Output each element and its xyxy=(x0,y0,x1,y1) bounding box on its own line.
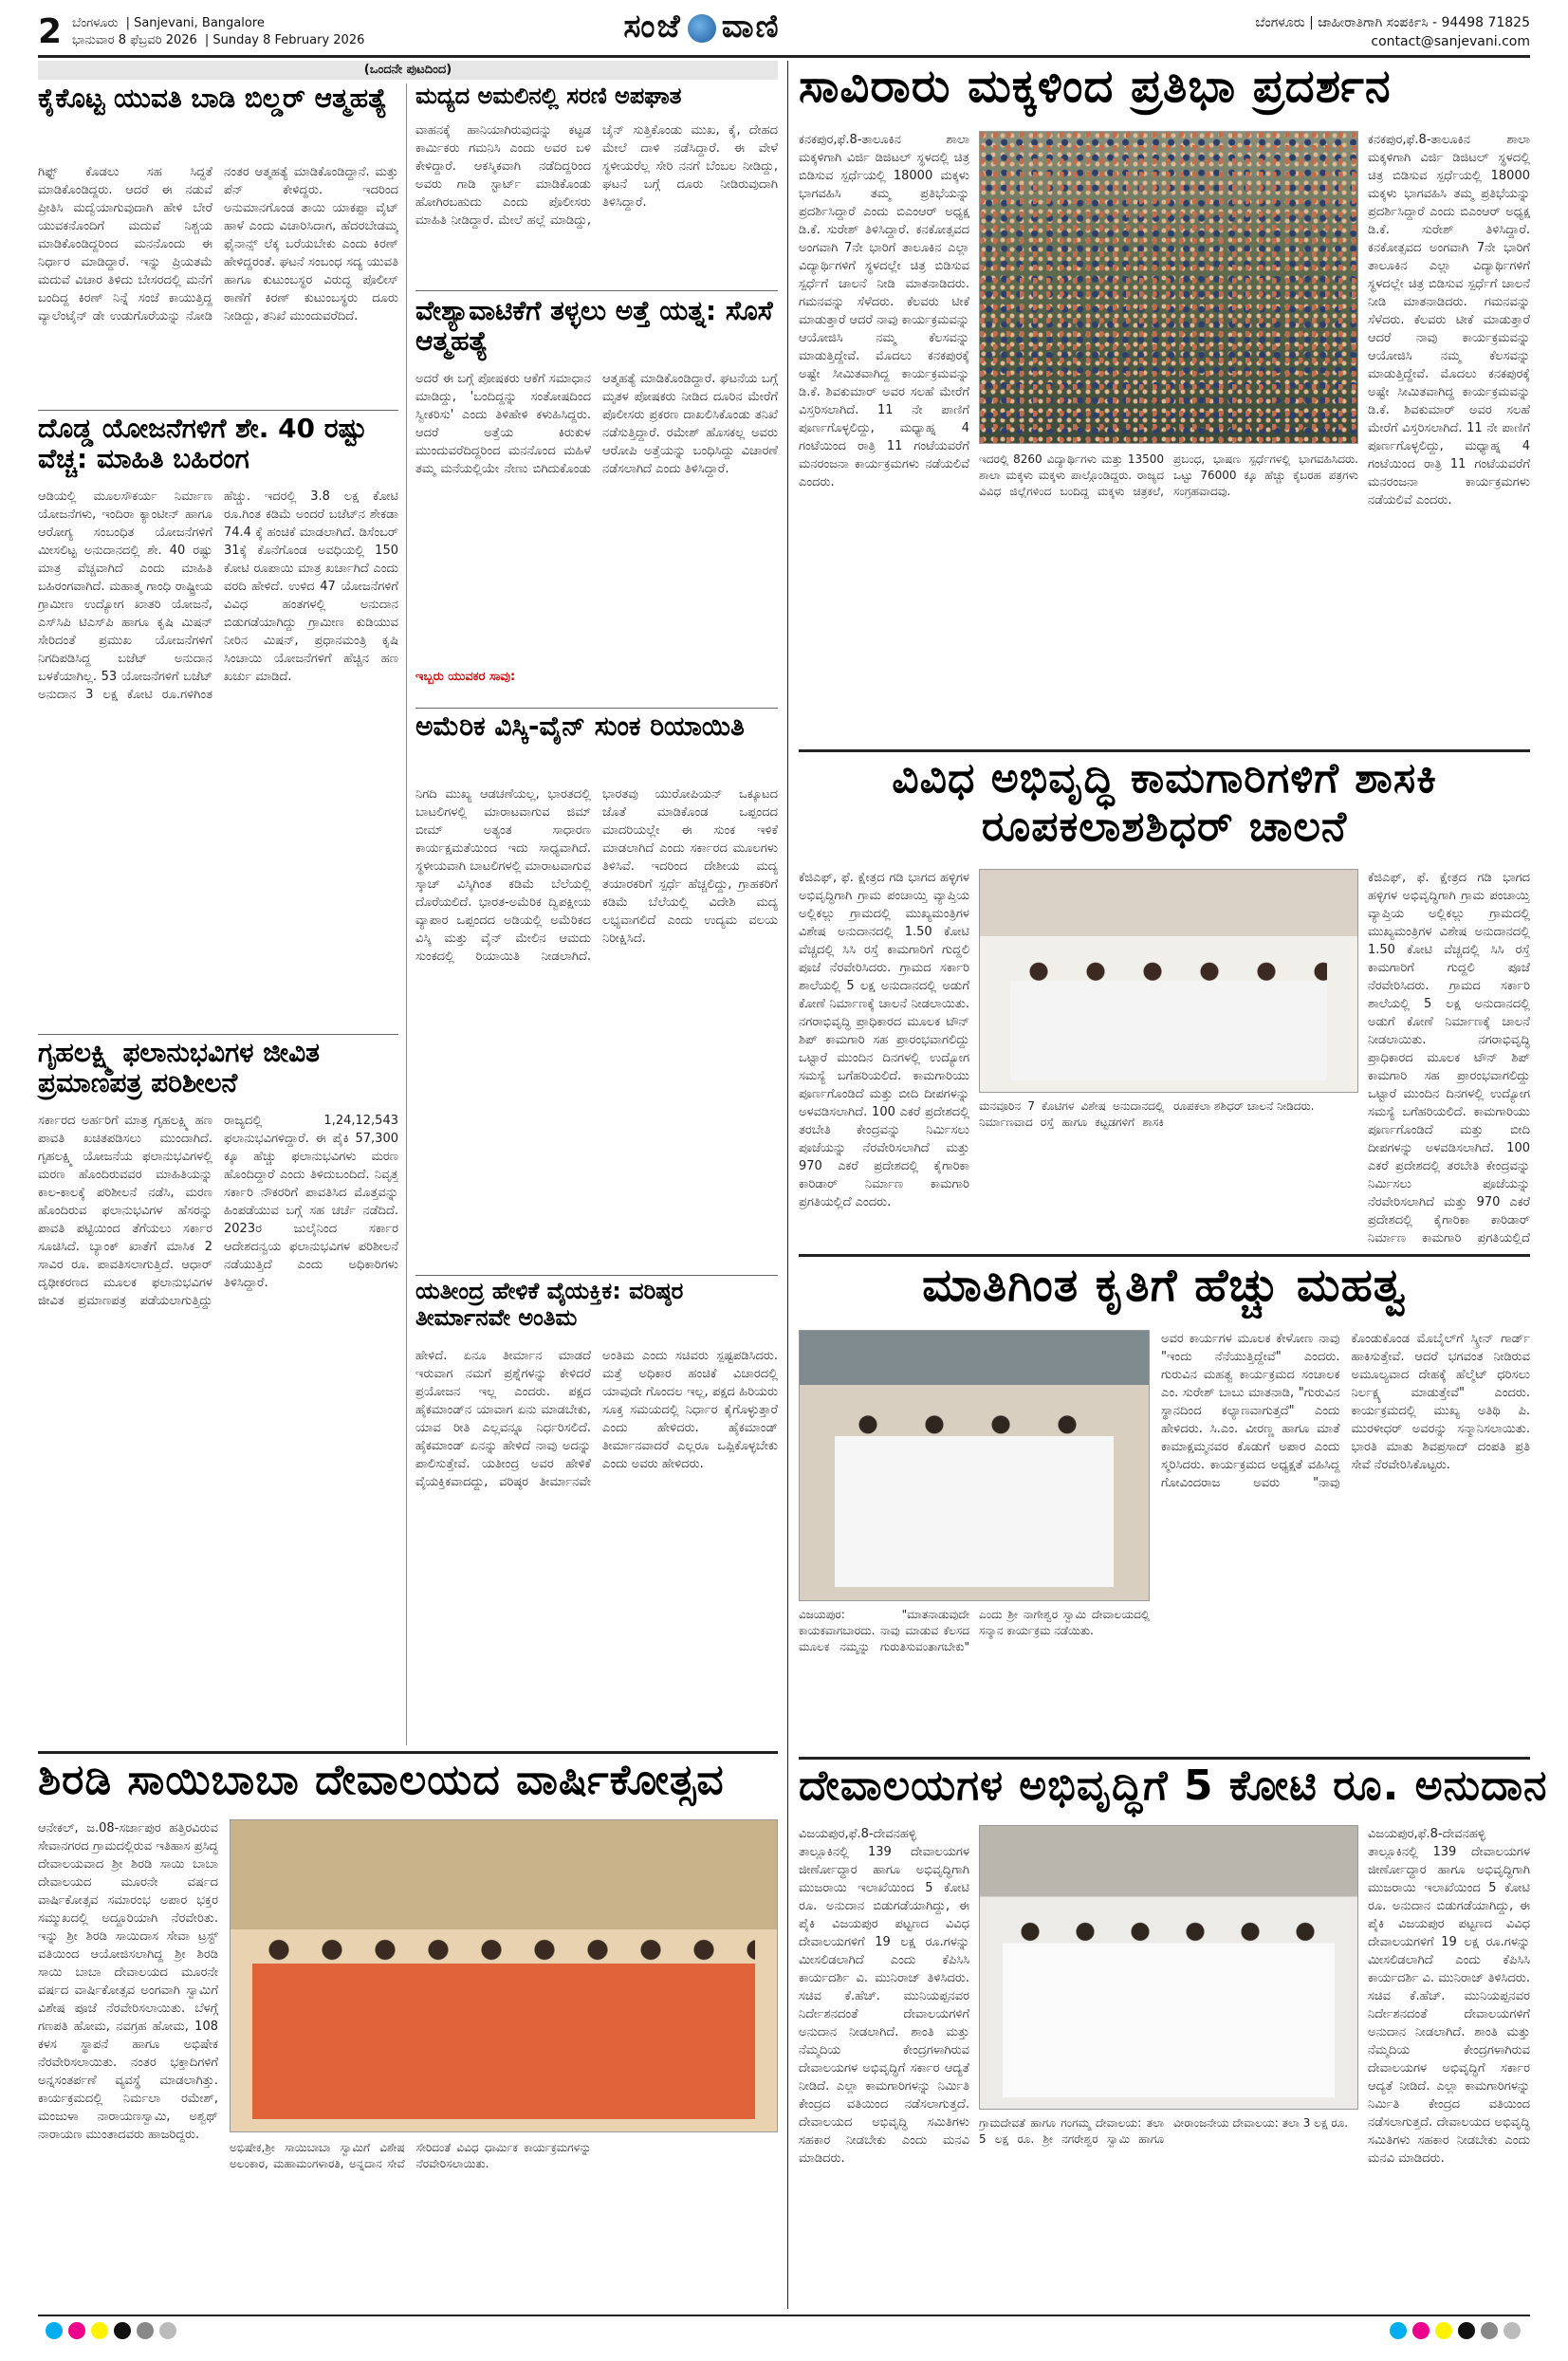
cyan-dot xyxy=(1390,2322,1407,2339)
section-divider xyxy=(38,1034,398,1035)
article-body: ಅದರೆ ಈ ಬಗ್ಗೆ ಪೋಷಕರು ಆಕೆಗೆ ಸಮಾಧಾನ ಮಾಡಿದ್ದು, 'ಬಂದಿದ್ದನ್ನು ಸಂತೋಷದಿಂದ ಸ್ವೀಕರಿಸು' ಎಂದು ತಿಳಿಹೇಳಿ ಕಳುಹಿಸಿದ್ದರು. ಆದರೆ ಅತ್ತೆಯ ಕಿರುಕುಳ ಮುಂದುವರೆದಿದ್ದರಿಂದ ಮನನೊಂದ ಮಹಿಳೆ ತಮ್ಮ ಮನೆಯಲ್ಲಿಯೇ ನೇಣು ಬಿಗಿದುಕೊಂಡು ಆತ್ಮಹತ್ಯೆ ಮಾಡಿಕೊಂಡಿದ್ದಾರೆ. ಘಟನೆಯ ಬಗ್ಗೆ ಮೃತಳ ಪೋಷಕರು ನೀಡಿದ ದೂರಿನ ಮೇರೆಗೆ ಪೊಲೀಸರು ಪ್ರಕರಣ ದಾಖಲಿಸಿಕೊಂಡು ತನಿಖೆ ನಡೆಸುತ್ತಿದ್ದಾರೆ. ರಮೇಶ್ ಹೊಸಕಲ್ಲ ಅವರು ಆರೋಪಿ ಅತ್ತೆಯನ್ನು ಬಂಧಿಸಿದ್ದು ವಿಚಾರಣೆ ನಡೆಸಲಾಗಿದೆ ಎಂದು ತಿಳಿಸಿದ್ದಾರೆ. xyxy=(415,372,778,476)
page-header-left xyxy=(38,11,474,53)
black-dot xyxy=(1458,2322,1475,2339)
article-body: ಹೇಳಿದೆ. ಏನೂ ತೀರ್ಮಾನ ಮಾಡದೆ ಇರುವಾಗ ನಮಗೆ ಪ್ರಶ್ನೆಗಳನ್ನು ಕೇಳಿದರೆ ಪ್ರಯೋಜನ ಇಲ್ಲ ಎಂದರು. ಪಕ್ಷದ ಹೈಕಮಾಂಡ್‌ನ ಯಾವಾಗ ಏನು ಮಾಡಬೇಕು, ಯಾವ ರೀತಿ ಎಲ್ಲವನ್ನೂ ನಿರ್ಧರಿಸಲಿದೆ. ಹೈಕಮಾಂಡ್ ಏನನ್ನು ಹೇಳಿದೆ ನಾವು ಅದನ್ನು ಪಾಲಿಸುತ್ತೇವೆ. ಯತೀಂದ್ರ ಅವರ ಹೇಳಿಕೆ ವೈಯಕ್ತಿಕವಾದದ್ದು, ವರಿಷ್ಠರ ತೀರ್ಮಾನವೇ ಅಂತಿಮ ಎಂದು ಸಚಿವರು ಸ್ಪಷ್ಟಪಡಿಸಿದರು. ಮತ್ತೆ ಅಧಿಕಾರ ಹಂಚಿಕೆ ವಿಚಾರದಲ್ಲಿ ಯಾವುದೇ ಗೊಂದಲ ಇಲ್ಲ, ಪಕ್ಷದ ಹಿರಿಯರು ಸೂಕ್ತ ಸಮಯದಲ್ಲಿ ನಿರ್ಧಾರ ಕೈಗೊಳ್ಳುತ್ತಾರೆ ಎಂದು ಹೇಳಿದರು. ಹೈಕಮಾಂಡ್ ತೀರ್ಮಾನವಾದರೆ ಎಲ್ಲರೂ ಒಪ್ಪಿಕೊಳ್ಳಬೇಕು ಎಂದು ಅವರು ಹೇಳಿದರು. xyxy=(415,1349,778,1489)
article-body: ಆಡಿಯಲ್ಲಿ ಮೂಲಸೌಕರ್ಯ ನಿರ್ಮಾಣ ಯೋಜನೆಗಳು, ಇಂದಿರಾ ಕ್ಯಾಂಟೀನ್ ಹಾಗೂ ಆರೋಗ್ಯ ಸಂಬಂಧಿತ ಯೋಜನೆಗಳಿಗೆ ಮೀಸಲಿಟ್ಟ ಅನುದಾನದಲ್ಲಿ ಶೇ. 40 ರಷ್ಟು ಮಾತ್ರ ವೆಚ್ಚವಾಗಿದೆ ಎಂದು ಮಾಹಿತಿ ಬಹಿರಂಗವಾಗಿದೆ. ಮಹಾತ್ಮ ಗಾಂಧಿ ರಾಷ್ಟ್ರೀಯ ಗ್ರಾಮೀಣ ಉದ್ಯೋಗ ಖಾತರಿ ಯೋಜನೆ, ಎಸ್‌ಸಿಪಿ ಟಿಎಸ್‌ಪಿ ಹಾಗೂ ಕೃಷಿ ಮಿಷನ್ ಸೇರಿದಂತೆ ಪ್ರಮುಖ ಯೋಜನೆಗಳಿಗೆ ನಿಗದಿಪಡಿಸಿದ್ದ ಬಜೆಟ್ ಅನುದಾನ ಬಳಕೆಯಾಗಿಲ್ಲ. 53 ಯೋಜನೆಗಳಿಗೆ ಬಜೆಟ್ ಅನುದಾನ 3 ಲಕ್ಷ ಕೋಟಿ ರೂ.ಗಳಿಗಿಂತ ಹೆಚ್ಚು. ಇದರಲ್ಲಿ 3.8 ಲಕ್ಷ ಕೋಟಿ ರೂ.ಗಿಂತ ಕಡಿಮೆ ಅಂದರೆ ಬಜೆಟ್‌ನ ಶೇಕಡಾ 74.4 ಕ್ಕೆ ಹಂಚಿಕೆ ಮಾಡಲಾಗಿದೆ. ಡಿಸೆಂಬರ್ 31ಕ್ಕೆ ಕೊನೆಗೊಂಡ ಅವಧಿಯಲ್ಲಿ 150 ಕೋಟಿ ರೂಪಾಯಿ ಮಾತ್ರ ಖರ್ಚಾಗಿದೆ ಎಂದು ವರದಿ ಹೇಳಿದೆ. ಉಳಿದ 47 ಯೋಜನೆಗಳಿಗೆ ವಿವಿಧ ಹಂತಗಳಲ್ಲಿ ಅನುದಾನ ಬಿಡುಗಡೆಯಾಗಿದ್ದು ಗ್ರಾಮೀಣ ಕುಡಿಯುವ ನೀರಿನ ಮಿಷನ್, ಪ್ರಧಾನಮಂತ್ರಿ ಕೃಷಿ ಸಿಂಚಾಯಿ ಯೋಜನೆಗಳಿಗೆ ಹೆಚ್ಚಿನ ಹಣ ಖರ್ಚು ಮಾಡಿದೆ. xyxy=(38,489,398,702)
magenta-dot xyxy=(1412,2322,1430,2339)
students-crowd-photo xyxy=(979,131,1358,444)
page-header-right xyxy=(1056,13,1530,51)
article-body: ನಿಗದಿ ಮುಖ್ಯ ಆಡಚಣೆಯಲ್ಲ, ಭಾರತದಲ್ಲಿ ಬಾಟಲಿಗಳಲ್ಲಿ ಮಾರಾಟವಾಗುವ ಜಿಮ್ ಬೀಮ್ ಅತ್ಯಂತ ಸಾಧಾರಣ ಕಾರ್ಯಕ್ಷಮತೆಯಿಂದ ಇದು ಸಾಧ್ಯವಾಗಿದೆ. ಸ್ಥಳೀಯವಾಗಿ ಬಾಟಲಿಗಳಲ್ಲಿ ಮಾರಾಟವಾಗುವ ಸ್ಕಾಚ್ ವಿಸ್ಕಿಗಿಂತ ಕಡಿಮೆ ಬೆಲೆಯಲ್ಲಿ ದೊರೆಯಲಿದೆ. ಭಾರತ-ಅಮೆರಿಕ ದ್ವಿಪಕ್ಷೀಯ ವ್ಯಾಪಾರ ಒಪ್ಪಂದದ ಅಡಿಯಲ್ಲಿ ಅಮೆರಿಕದ ವಿಸ್ಕಿ ಮತ್ತು ವೈನ್ ಮೇಲಿನ ಆಮದು ಸುಂಕದಲ್ಲಿ ರಿಯಾಯಿತಿ ನೀಡಲಾಗಿದೆ. ಭಾರತವು ಯುರೋಪಿಯನ್ ಒಕ್ಕೂಟದ ಜೊತೆ ಮಾಡಿಕೊಂಡ ಒಪ್ಪಂದದ ಮಾದರಿಯಲ್ಲೇ ಈ ಸುಂಕ ಇಳಿಕೆ ಮಾಡಲಾಗಿದೆ ಎಂದು ಸರ್ಕಾರದ ಮೂಲಗಳು ತಿಳಿಸಿವೆ. ಇದರಿಂದ ದೇಶೀಯ ಮದ್ಯ ತಯಾರಕರಿಗೆ ಸ್ಪರ್ಧೆ ಹೆಚ್ಚಲಿದ್ದು, ಗ್ರಾಹಕರಿಗೆ ಕಡಿಮೆ ಬೆಲೆಯಲ್ಲಿ ವಿದೇಶಿ ಮದ್ಯ ಲಭ್ಯವಾಗಲಿದೆ ಎಂದು ಉದ್ಯಮ ವಲಯ ನಿರೀಕ್ಷಿಸಿದೆ. xyxy=(415,787,778,964)
article-brothel xyxy=(415,296,778,704)
article-yojane xyxy=(38,414,398,1030)
footer-rule xyxy=(38,2315,1530,2316)
headline: ಕೈಕೊಟ್ಟ ಯುವತಿ ಬಾಡಿ ಬಿಲ್ಡರ್ ಆತ್ಮಹತ್ಯೆ xyxy=(38,83,388,114)
color-registration-right xyxy=(1390,2322,1521,2343)
article-devalaya xyxy=(799,1762,1548,2307)
header-meta: ಬೆಂಗಳೂರು | Sanjevani, Bangalore ಭಾನುವಾರ 8 ಫೆಬ್ರವರಿ 2026 | Sunday 8 February 2026 xyxy=(72,16,365,47)
page-number: 2 xyxy=(38,12,63,51)
yellow-dot xyxy=(91,2322,108,2339)
headline: ಮದ್ಯದ ಅಮಲಿನಲ್ಲಿ ಸರಣಿ ಅಪಘಾತ xyxy=(415,83,682,109)
continued-tag: (ಒಂದನೇ ಪುಟದಿಂದ) xyxy=(38,61,778,80)
page-center-divider xyxy=(787,61,788,2309)
headline: ವೇಶ್ಯಾವಾಟಿಕೆಗೆ ತಳ್ಳಲು ಅತ್ತೆ ಯತ್ನ: ಸೊಸೆ ಆತ್ಮಹತ್ಯೆ xyxy=(415,295,773,358)
magenta-dot xyxy=(68,2322,85,2339)
article-body: ಕನಕಪುರ,ಫೆ.8-ತಾಲೂಕಿನ ಶಾಲಾ ಮಕ್ಕಳಿಗಾಗಿ ವಿರ್ಜಿ ಡಿಜಿಟಲ್ ಸ್ಥಳದಲ್ಲಿ ಚಿತ್ರ ಬಿಡಿಸುವ ಸ್ಪರ್ಧೆಯಲ್ಲಿ 18000 ಮಕ್ಕಳು ಭಾಗವಹಿಸಿ ತಮ್ಮ ಪ್ರತಿಭೆಯನ್ನು ಪ್ರದರ್ಶಿಸಿದ್ದಾರೆ ಎಂದು ಬಿಎಂಆರ್ ಅಧ್ಯಕ್ಷ ಡಿ.ಕೆ. ಸುರೇಶ್ ತಿಳಿಸಿದ್ದಾರೆ. ಕನಕೋತ್ಸವದ ಅಂಗವಾಗಿ 7ನೇ ಭಾರಿಗೆ ತಾಲೂಕಿನ ಎಲ್ಲಾ ವಿದ್ಯಾರ್ಥಿಗಳಿಗೆ ಸ್ಥಳದಲ್ಲೇ ಚಿತ್ರ ಬಿಡಿಸುವ ಸ್ಪರ್ಧೆಗೆ ಚಾಲನೆ ನೀಡಿ ಮಾತನಾಡಿದರು. ಗಮನವನ್ನು ಸೆಳೆದರು. ಕೆಲವರು ಟೀಕೆ ಮಾಡುತ್ತಾರೆ ಆದರೆ ನಾವು ಕಾರ್ಯಕ್ರಮವನ್ನು ಆಯೋಜಿಸಿ ನಮ್ಮ ಕೆಲಸವನ್ನು ಮಾಡುತ್ತಿದ್ದೇವೆ. ಮೊದಲು ಕನಕಪುರಕ್ಕೆ ಅಷ್ಟೇ ಸೀಮಿತವಾಗಿದ್ದ ಕಾರ್ಯಕ್ರಮವನ್ನು ಡಿ.ಕೆ. ಶಿವಕುಮಾರ್ ಅವರ ಸಲಹೆ ಮೇರೆಗೆ ವಿಸ್ತರಿಸಲಾಗಿದೆ. 11 ನೇ ಪಾಣಿಗೆ ಪೂರ್ಣಗೊಳ್ಳಲಿದ್ದು, ಮಧ್ಯಾಹ್ನ 4 ಗಂಟೆಯಿಂದ ರಾತ್ರಿ 11 ಗಂಟೆಯವರೆಗೆ ಮನರಂಜನಾ ಕಾರ್ಯಕ್ರಮಗಳು ನಡೆಯಲಿವೆ ಎಂದರು. xyxy=(799,133,969,489)
article-body: ಕೆಜಿಎಫ್, ಫೆ. ಕ್ಷೇತ್ರದ ಗಡಿ ಭಾಗದ ಹಳ್ಳಿಗಳ ಅಭಿವೃದ್ಧಿಗಾಗಿ ಗ್ರಾಮ ಪಂಚಾಯ್ತಿ ವ್ಯಾಪ್ತಿಯ ಅಲ್ಲಿಕಲ್ಲು ಗ್ರಾಮದಲ್ಲಿ ಮುಖ್ಯಮಂತ್ರಿಗಳ ವಿಶೇಷ ಅನುದಾನದಲ್ಲಿ 1.50 ಕೋಟಿ ವೆಚ್ಚದಲ್ಲಿ ಸಿಸಿ ರಸ್ತೆ ಕಾಮಗಾರಿಗೆ ಗುದ್ದಲಿ ಪೂಜೆ ನೆರವೇರಿಸಿದರು. ಗ್ರಾಮದ ಸರ್ಕಾರಿ ಶಾಲೆಯಲ್ಲಿ 5 ಲಕ್ಷ ಅನುದಾನದಲ್ಲಿ ಅಡುಗೆ ಕೋಣೆ ನಿರ್ಮಾಣಕ್ಕೆ ಚಾಲನೆ ನೀಡಲಾಯಿತು. ನಗರಾಭಿವೃದ್ಧಿ ಪ್ರಾಧಿಕಾರದ ಮೂಲಕ ಟೌನ್ ಶಿಪ್ ಕಾಮಗಾರಿ ಸಹ ಪ್ರಾರಂಭವಾಗಲಿದ್ದು ಒಟ್ಟಾರೆ ಮುಂದಿನ ದಿನಗಳಲ್ಲಿ ಉದ್ಯೋಗ ಸಮಸ್ಯೆ ಬಗೆಹರಿಯಲಿದೆ. ಕಾಮಗಾರಿಯು ಪೂರ್ಣಗೊಂಡಿದೆ ಮತ್ತು ಬೀದಿ ದೀಪಗಳನ್ನು ಅಳವಡಿಸಲಾಗಿದೆ. 100 ಎಕರೆ ಪ್ರದೇಶದಲ್ಲಿ ತರಬೇತಿ ಕೇಂದ್ರವನ್ನು ನಿರ್ಮಿಸಲು ಪೂಜೆಯನ್ನು ನೆರವೇರಿಸಲಾಗಿದೆ ಮತ್ತು 970 ಎಕರೆ ಪ್ರದೇಶದಲ್ಲಿ ಕೈಗಾರಿಕಾ ಕಾರಿಡಾರ್ ನಿರ್ಮಾಣ ಕಾಮಗಾರಿ ಪ್ರಗತಿಯಲ್ಲಿದೆ ಎಂದರು. xyxy=(799,871,969,1209)
photo-caption: ಗ್ರಾಮದೇವತೆ ಹಾಗೂ ಗಂಗಮ್ಮ ದೇವಾಲಯ: ತಲಾ 5 ಲಕ್ಷ ರೂ. ಶ್ರೀ ನಗರೇಶ್ವರ ಸ್ವಾಮಿ ಹಾಗೂ ವೀರಾಂಜನೇಯ ದೇವಾಲಯ: ತಲಾ 3 ಲಕ್ಷ ರೂ. xyxy=(979,2116,1349,2146)
section-divider xyxy=(799,1254,1530,1257)
section-divider xyxy=(799,1757,1530,1760)
globe-icon xyxy=(688,14,716,43)
headline: ಅಮೆರಿಕ ವಿಸ್ಕಿ-ವೈನ್ ಸುಂಕ ರಿಯಾಯಿತಿ xyxy=(415,710,745,742)
article-body: ವಿಜಯಪುರ,ಫೆ.8-ದೇವನಹಳ್ಳಿ ತಾಲ್ಲೂಕಿನಲ್ಲಿ 139 ದೇವಾಲಯಗಳ ಜೀರ್ಣೋದ್ಧಾರ ಹಾಗೂ ಅಭಿವೃದ್ಧಿಗಾಗಿ ಮುಜರಾಯಿ ಇಲಾಖೆಯಿಂದ 5 ಕೋಟಿ ರೂ. ಅನುದಾನ ಬಿಡುಗಡೆಯಾಗಿದ್ದು, ಈ ಪೈಕಿ ವಿಜಯಪುರ ಪಟ್ಟಣದ ವಿವಿಧ ದೇವಾಲಯಗಳಿಗೆ 19 ಲಕ್ಷ ರೂ.ಗಳನ್ನು ಮೀಸಲಿಡಲಾಗಿದೆ ಎಂದು ಕೆಪಿಸಿಸಿ ಕಾರ್ಯದರ್ಶಿ ವಿ. ಮುನಿರಾಜ್ ತಿಳಿಸಿದರು. ಸಚಿವ ಕೆ.ಹೆಚ್. ಮುನಿಯಪ್ಪನವರ ನಿರ್ದೇಶನದಂತೆ ದೇವಾಲಯಗಳಿಗೆ ಅನುದಾನ ನೀಡಲಾಗಿದೆ. ಶಾಂತಿ ಮತ್ತು ನೆಮ್ಮದಿಯ ಕೇಂದ್ರಗಳಾಗಿರುವ ದೇವಾಲಯಗಳ ಅಭಿವೃದ್ಧಿಗೆ ಸರ್ಕಾರ ಆದ್ಯತೆ ನೀಡಿದೆ. ಎಲ್ಲಾ ಕಾಮಗಾರಿಗಳನ್ನು ನಿರ್ಮಿತಿ ಕೇಂದ್ರದ ವತಿಯಿಂದ ನಡೆಸಲಾಗುತ್ತದೆ. ದೇವಾಲಯದ ಅಭಿವೃದ್ಧಿ ಸಮಿತಿಗಳು ಸಹಕಾರ ನೀಡಬೇಕು ಎಂದು ಮನವಿ ಮಾಡಿದರು. xyxy=(799,1827,969,2166)
header-publication: Sanjevani, Bangalore xyxy=(134,16,265,30)
grey-dot xyxy=(137,2322,154,2339)
masthead-left: ಸಂಜೆ xyxy=(623,8,682,46)
cyan-dot xyxy=(46,2322,63,2339)
black-dot xyxy=(114,2322,131,2339)
article-body: ಸರ್ಕಾರದ ಅರ್ಹರಿಗೆ ಮಾತ್ರ ಗೃಹಲಕ್ಷ್ಮಿ ಹಣ ಪಾವತಿ ಖಚಿತಪಡಿಸಲು ಮುಂದಾಗಿದೆ. ಗೃಹಲಕ್ಷ್ಮಿ ಯೋಜನೆಯ ಫಲಾನುಭವಿಗಳಲ್ಲಿ ಮರಣ ಹೊಂದಿರುವವರ ಮಾಹಿತಿಯನ್ನು ಕಾಲ-ಕಾಲಕ್ಕೆ ಪರಿಶೀಲನೆ ನಡೆಸಿ, ಮರಣ ಹೊಂದಿರುವ ಫಲಾನುಭವಿಗಳ ಹೆಸರನ್ನು ಪಾವತಿ ಪಟ್ಟಿಯಿಂದ ತೆಗೆಯಲು ಸರ್ಕಾರ ಸೂಚಿಸಿದೆ. ಬ್ಯಾಂಕ್ ಖಾತೆಗೆ ಮಾಸಿಕ 2 ಸಾವಿರ ರೂ. ಪಾವತಿಸಲಾಗುತ್ತಿದೆ. ಆಧಾರ್ ದೃಢೀಕರಣದ ಮೂಲಕ ಫಲಾನುಭವಿಗಳ ಜೀವಿತ ಪ್ರಮಾಣಪತ್ರ ಪಡೆಯಲಾಗುತ್ತಿದ್ದು ರಾಜ್ಯದಲ್ಲಿ 1,24,12,543 ಫಲಾನುಭವಿಗಳಿದ್ದಾರೆ. ಈ ಪೈಕಿ 57,300 ಕ್ಕೂ ಹೆಚ್ಚು ಫಲಾನುಭವಿಗಳು ಮರಣ ಹೊಂದಿದ್ದಾರೆ ಎಂದು ತಿಳಿದುಬಂದಿದೆ. ನಿವೃತ್ತ ಸರ್ಕಾರಿ ನೌಕರರಿಗೆ ಪಾವತಿಸಿದ ಮೊತ್ತವನ್ನು ಹಿಂಪಡೆಯುವ ಬಗ್ಗೆ ಸಹ ಚರ್ಚೆ ನಡೆದಿದೆ. 2023ರ ಜುಲೈನಿಂದ ಸರ್ಕಾರ ಆದೇಶದನ್ವಯ ಫಲಾನುಭವಿಗಳ ಪರಿಶೀಲನೆ ನಡೆಯುತ್ತಿದೆ ಎಂದು ಅಧಿಕಾರಿಗಳು ತಿಳಿಸಿದ್ದಾರೆ. xyxy=(38,1114,398,1308)
article-yatindra xyxy=(415,1279,778,1745)
article-body: ಆನೇಕಲ್, ಜ.08-ಸರ್ಜಾಪುರ ಹತ್ತಿರವಿರುವ ಸೇವಾನಗರದ ಗ್ರಾಮದಲ್ಲಿರುವ ಇತಿಹಾಸ ಪ್ರಸಿದ್ಧ ದೇವಾಲಯವಾದ ಶ್ರೀ ಶಿರಡಿ ಸಾಯಿ ಬಾಬಾ ದೇವಾಲಯದ ಮೂರನೇ ವರ್ಷದ ವಾರ್ಷಿಕೋತ್ಸವ ಸಮಾರಂಭ ಅಪಾರ ಭಕ್ತರ ಸಮ್ಮುಖದಲ್ಲಿ ಅದ್ದೂರಿಯಾಗಿ ನೆರವೇರಿತು. ಇನ್ನು ಶ್ರೀ ಶಿರಡಿ ಸಾಯಿದಾಸ ಸೇವಾ ಟ್ರಸ್ಟ್ ವತಿಯಿಂದ ಆಯೋಜಿಸಲಾಗಿದ್ದ ಶ್ರೀ ಶಿರಡಿ ಸಾಯಿ ಬಾಬಾ ದೇವಾಲಯದ ಮೂರನೇ ವರ್ಷದ ವಾರ್ಷಿಕೋತ್ಸವ ಅಂಗವಾಗಿ ಸ್ವಾಮಿಗೆ ವಿಶೇಷ ಪೂಜೆ ನೆರವೇರಿಸಲಾಯಿತು. ಬೆಳಗ್ಗೆ ಗಣಪತಿ ಹೋಮ, ನವಗ್ರಹ ಹೋಮ, 108 ಕಳಸ ಸ್ಥಾಪನೆ ಹಾಗೂ ಅಭಿಷೇಕ ನೆರವೇರಿಸಲಾಯಿತು. ನಂತರ ಭಕ್ತಾದಿಗಳಿಗೆ ಅನ್ನಸಂತರ್ಪಣೆ ವ್ಯವಸ್ಥೆ ಮಾಡಲಾಗಿತ್ತು. ಕಾರ್ಯಕ್ರಮದಲ್ಲಿ ನಿರ್ಮಲಾ ರಮೇಶ್, ಮಂಜುಳಾ ನಾರಾಯಣಸ್ವಾಮಿ, ಅಶ್ವಥ್ ನಾರಾಯಣ ಮುಂತಾದವರು ಹಾಜರಿದ್ದರು. xyxy=(38,1821,218,2142)
article-body-continued: ಕೆಜಿಎಫ್, ಫೆ. ಕ್ಷೇತ್ರದ ಗಡಿ ಭಾಗದ ಹಳ್ಳಿಗಳ ಅಭಿವೃದ್ಧಿಗಾಗಿ ಗ್ರಾಮ ಪಂಚಾಯ್ತಿ ವ್ಯಾಪ್ತಿಯ ಅಲ್ಲಿಕಲ್ಲು ಗ್ರಾಮದಲ್ಲಿ ಮುಖ್ಯಮಂತ್ರಿಗಳ ವಿಶೇಷ ಅನುದಾನದಲ್ಲಿ 1.50 ಕೋಟಿ ವೆಚ್ಚದಲ್ಲಿ ಸಿಸಿ ರಸ್ತೆ ಕಾಮಗಾರಿಗೆ ಗುದ್ದಲಿ ಪೂಜೆ ನೆರವೇರಿಸಿದರು. ಗ್ರಾಮದ ಸರ್ಕಾರಿ ಶಾಲೆಯಲ್ಲಿ 5 ಲಕ್ಷ ಅನುದಾನದಲ್ಲಿ ಅಡುಗೆ ಕೋಣೆ ನಿರ್ಮಾಣಕ್ಕೆ ಚಾಲನೆ ನೀಡಲಾಯಿತು. ನಗರಾಭಿವೃದ್ಧಿ ಪ್ರಾಧಿಕಾರದ ಮೂಲಕ ಟೌನ್ ಶಿಪ್ ಕಾಮಗಾರಿ ಸಹ ಪ್ರಾರಂಭವಾಗಲಿದ್ದು ಒಟ್ಟಾರೆ ಮುಂದಿನ ದಿನಗಳಲ್ಲಿ ಉದ್ಯೋಗ ಸಮಸ್ಯೆ ಬಗೆಹರಿಯಲಿದೆ. ಕಾಮಗಾರಿಯು ಪೂರ್ಣಗೊಂಡಿದೆ ಮತ್ತು ಬೀದಿ ದೀಪಗಳನ್ನು ಅಳವಡಿಸಲಾಗಿದೆ. 100 ಎಕರೆ ಪ್ರದೇಶದಲ್ಲಿ ತರಬೇತಿ ಕೇಂದ್ರವನ್ನು ನಿರ್ಮಿಸಲು ಪೂಜೆಯನ್ನು ನೆರವೇರಿಸಲಾಗಿದೆ ಮತ್ತು 970 ಎಕರೆ ಪ್ರದೇಶದಲ್ಲಿ ಕೈಗಾರಿಕಾ ಕಾರಿಡಾರ್ ನಿರ್ಮಾಣ ಕಾಮಗಾರಿ ಪ್ರಗತಿಯಲ್ಲಿದೆ xyxy=(1368,871,1530,1245)
article-body: ಗಿಫ್ಟ್ ಕೊಡಲು ಸಹ ಸಿದ್ಧತೆ ಮಾಡಿಕೊಂಡಿದ್ದರು. ಆದರೆ ಈ ನಡುವೆ ಪ್ರೀತಿಸಿ ಮದ್ವೆಯಾಗುವುದಾಗಿ ಹೇಳಿ ಬೇರೆ ಯುವಕನೊಂದಿಗೆ ಮದುವೆ ನಿಶ್ಚಯ ಮಾಡಿಕೊಂಡಿದ್ದರಿಂದ ಮನನೊಂದು ಈ ನಿರ್ಧಾರ ಮಾಡಿದ್ದಾರೆ. ಇನ್ನು ಪ್ರಿಯತಮೆ ಮದುವೆ ವಿಚಾರ ತಿಳಿದು ಬೇಸರದಲ್ಲಿ ಮನೆಗೆ ಬಂದಿದ್ದ ಕಿರಣ್ ನಿನ್ನೆ ಸಂಜೆ ಕಾಯುತ್ತಿದ್ದ ವ್ಯಾಲೆಂಟೈನ್ ಡೇ ಉಡುಗೊರೆಯನ್ನು ನೋಡಿ ನಂತರ ಆತ್ಮಹತ್ಯೆ ಮಾಡಿಕೊಂಡಿದ್ದಾನೆ. ಮತ್ತು ಪೆನ್ ಕೇಳಿದ್ದರು. ಇದರಿಂದ ಅನುಮಾನಗೊಂಡ ತಾಯಿ ಯಾಕಪ್ಪಾ ವೈಟ್ ಹಾಳೆ ಎಂದು ವಿಚಾರಿಸಿದಾಗ, ಹೆದರಬೇಡಮ್ಮ ಫೈನಾನ್ಸ್ ಲೆಕ್ಕ ಬರೆಯಬೇಕು ಎಂದು ಕಿರಣ್ ಹೇಳಿದ್ದರಂತೆ. ಘಟನೆ ಸಂಬಂಧ ಸದ್ಯ ಯುವತಿ ಹಾಗೂ ಕುಟುಂಬಸ್ಥರ ವಿರುದ್ಧ ಪೊಲೀಸ್ ಠಾಣೆಗೆ ಕಿರಣ್ ಕುಟುಂಬಸ್ಥರು ದೂರು ನೀಡಿದ್ದು, ತನಿಖೆ ಮುಂದುವರೆದಿದೆ. xyxy=(38,165,398,323)
photo-caption: ಅಭಿಷೇಕ,ಶ್ರೀ ಸಾಯಿಬಾಬಾ ಸ್ವಾಮಿಗೆ ವಿಶೇಷ ಅಲಂಕಾರ, ಮಹಾಮಂಗಳಾರತಿ, ಅನ್ನದಾನ ಸೇವೆ ಸೇರಿದಂತೆ ವಿವಿಧ ಧಾರ್ಮಿಕ ಕಾರ್ಯಕ್ರಮಗಳನ್ನು ನೆರವೇರಿಸಲಾಯಿತು. xyxy=(230,2141,592,2170)
headline: ದೇವಾಲಯಗಳ ಅಭಿವೃದ್ಧಿಗೆ 5 ಕೋಟಿ ರೂ. ಅನುದಾನ xyxy=(799,1762,1548,1810)
photo-caption: ಇದರಲ್ಲಿ 8260 ವಿದ್ಯಾರ್ಥಿಗಳು ಮತ್ತು 13500 ಶಾಲಾ ಮಕ್ಕಳು ಮಕ್ಕಳು ಪಾಲ್ಗೊಂಡಿದ್ದರು. ರಾಜ್ಯದ ವಿವಿಧ ಜಿಲ್ಲೆಗಳಿಂದ ಬಂದಿದ್ದ ಮಕ್ಕಳು ಚಿತ್ರಕಲೆ, ಪ್ರಬಂಧ, ಭಾಷಣ ಸ್ಪರ್ಧೆಗಳಲ್ಲಿ ಭಾಗವಹಿಸಿದರು. ಒಟ್ಟು 76000 ಕ್ಕೂ ಹೆಚ್ಚು ಕೈಬರಹ ಪತ್ರಗಳು ಸಂಗ್ರಹವಾದವು. xyxy=(979,452,1358,498)
photo-caption: ಮನವೂರಿನ 7 ಕೊಟಿಗಳ ವಿಶೇಷ ಅನುದಾನದಲ್ಲಿ ನಿರ್ಮಾಣವಾದ ರಸ್ತೆ ಹಾಗೂ ಕಟ್ಟಡಗಳಿಗೆ ಶಾಸಕಿ ರೂಪಕಲಾ ಶಶಿಧರ್ ಚಾಲನೆ ನೀಡಿದರು. xyxy=(979,1099,1315,1129)
header-rule xyxy=(38,55,1530,58)
article-pratibha xyxy=(799,61,1530,744)
article-whisky xyxy=(415,711,778,1271)
color-registration-left xyxy=(46,2322,176,2343)
section-divider xyxy=(415,708,778,709)
section-divider xyxy=(799,749,1530,752)
section-divider xyxy=(415,290,778,291)
headline: ಯತೀಂದ್ರ ಹೇಳಿಕೆ ವೈಯಕ್ತಿಕ: ವರಿಷ್ಠರ ತೀರ್ಮಾನವೇ ಅಂತಿಮ xyxy=(415,1278,684,1331)
headline: ದೊಡ್ಡ ಯೋಜನೆಗಳಿಗೆ ಶೇ. 40 ರಷ್ಟು ವೆಚ್ಚ: ಮಾಹಿತಿ ಬಹಿರಂಗ xyxy=(38,413,367,475)
section-divider xyxy=(38,1751,778,1754)
header-city: ಬೆಂಗಳೂರು xyxy=(72,16,119,30)
photo-caption: ವಿಜಯಪುರ: "ಮಾತನಾಡುವುದೇ ಕಾಯಕವಾಗಬಾರದು. ನಾವು ಮಾಡುವ ಕೆಲಸದ ಮೂಲಕ ನಮ್ಮನ್ನು ಗುರುತಿಸುವಂತಾಗಬೇಕು" ಎಂದು ಶ್ರೀ ನಾಗೇಶ್ವರ ಸ್ವಾಮಿ ದೇವಾಲಯದಲ್ಲಿ ಸನ್ಮಾನ ಕಾರ್ಯಕ್ರಮ ನಡೆಯಿತು. xyxy=(799,1608,1150,1653)
headline: ವಿವಿಧ ಅಭಿವೃದ್ಧಿ ಕಾಮಗಾರಿಗಳಿಗೆ ಶಾಸಕಿ ರೂಪಕಲಾಶಶಿಧರ್ ಚಾಲನೆ xyxy=(892,754,1437,851)
grey-dot xyxy=(1481,2322,1498,2339)
headline: ಸಾವಿರಾರು ಮಕ್ಕಳಿಂದ ಪ್ರತಿಭಾ ಪ್ರದರ್ಶನ xyxy=(799,60,1392,113)
article-kruti xyxy=(799,1260,1530,1753)
felicitation-photo xyxy=(799,1330,1150,1601)
masthead-logo xyxy=(503,8,901,55)
headline: ಮಾತಿಗಿಂತ ಕೃತಿಗೆ ಹೆಚ್ಚು ಮಹತ್ವ xyxy=(922,1259,1407,1312)
section-divider xyxy=(415,1275,778,1276)
article-gruhalakshmi xyxy=(38,1038,398,1745)
article-liquor xyxy=(415,83,778,286)
header-date-kn: ಭಾನುವಾರ 8 ಫೆಬ್ರವರಿ 2026 xyxy=(72,33,197,47)
header-email[interactable]: contact@sanjevani.com xyxy=(1371,34,1530,49)
article-bodybuilder xyxy=(38,83,398,406)
article-subhead: ಇಬ್ಬರು ಯುವಕರ ಸಾವು: xyxy=(415,670,516,684)
article-shirdi xyxy=(38,1757,778,2307)
header-date-en: Sunday 8 February 2026 xyxy=(212,33,365,47)
headline: ಗೃಹಲಕ್ಷ್ಮಿ ಫಲಾನುಭವಿಗಳ ಜೀವಿತ ಪ್ರಮಾಣಪತ್ರ ಪರಿಶೀಲನೆ xyxy=(38,1037,320,1099)
article-body: ಅವರ ಕಾರ್ಯಗಳ ಮೂಲಕ ಕೇಳೋಣ ನಾವು "ಇಂದು ನೆನೆಯುತ್ತಿದ್ದೇವೆ" ಎಂದರು. ಗುರುವಿನ ಮಹತ್ವ ಕಾರ್ಯಕ್ರಮದ ಸಂಚಾಲಕ ಎಂ. ಸುರೇಶ್ ಬಾಬು ಮಾತನಾಡಿ, "ಗುರುವಿನ ಸ್ಥಾನದಿಂದ ಕಲ್ಯಾಣವಾಗುತ್ತದೆ" ಎಂದು ಹೇಳಿದರು. ಸಿ.ಎಂ. ವೀರಣ್ಣ ಹಾಗೂ ಮಾತೆ ಕಾಮಾಕ್ಷಮ್ಮನವರ ಕೊಡುಗೆ ಅಪಾರ ಎಂದು ಸ್ಮರಿಸಿದರು. ಕಾರ್ಯಕ್ರಮದ ಅಧ್ಯಕ್ಷತೆ ವಹಿಸಿದ್ದ ಗೋವಿಂದರಾಜ ಅವರು "ನಾವು ಕೊಂಡುಕೊಂಡ ಮೊಬೈಲ್‌ಗೆ ಸ್ಕ್ರೀನ್ ಗಾರ್ಡ್ ಹಾಕಿಸುತ್ತೇವೆ. ಆದರೆ ಭಗವಂತ ನೀಡಿರುವ ಅಮೂಲ್ಯವಾದ ದೇಹಕ್ಕೆ ಹೆಲ್ಮೆಟ್ ಧರಿಸಲು ನಿರ್ಲಕ್ಷ್ಯ ಮಾಡುತ್ತೇವೆ" ಎಂದರು. ಕಾರ್ಯಕ್ರಮದಲ್ಲಿ ಮುಖ್ಯ ಅತಿಥಿ ಪಿ. ಮುರಳೀಧರ್ ಅವರನ್ನು ಸನ್ಮಾನಿಸಲಾಯಿತು. ಭಾರತಿ ಮಾತು ಶಿವಪ್ರಸಾದ್ ದಂಪತಿ ಪ್ರತಿ ಸೇವೆ ನೆರವೇರಿಸಿಕೊಟ್ಟರು. xyxy=(1161,1332,1530,1490)
officials-photo xyxy=(979,1825,1358,2110)
light-grey-dot xyxy=(159,2322,176,2339)
ceremony-photo xyxy=(979,869,1358,1093)
yellow-dot xyxy=(1435,2322,1452,2339)
article-body: ವಾಹನಕ್ಕೆ ಹಾನಿಯಾಗಿರುವುದನ್ನು ಕಟ್ಟಡ ಕಾರ್ಮಿಕರು ಗಮನಿಸಿ ಎಂದು ಅವರ ಬಳಿ ಕೇಳಿದ್ದಾರೆ. ಆಕಸ್ಮಿಕವಾಗಿ ನಡೆದಿದ್ದರಿಂದ ಅವರು ಗಾಡಿ ಸ್ಟಾರ್ಟ್ ಮಾಡಿಕೊಂಡು ಹೋಗಿರಬಹುದು ಎಂದು ಪೊಲೀಸರು ಮಾಹಿತಿ ನೀಡಿದ್ದಾರೆ. ಮೇಲೆ ಹಲ್ಲೆ ಮಾಡಿದ್ದು, ಚೈನ್ ಸುತ್ತಿಕೊಂಡು ಮುಖ, ಕೈ, ದೇಹದ ಮೇಲೆ ದಾಳಿ ನಡೆಸಿದ್ದಾರೆ. ಈ ವೇಳೆ ಸ್ಥಳೀಯರೆಲ್ಲ ಸೇರಿ ನನಗೆ ಬೆಂಬಲ ನೀಡಿದ್ದು, ಘಟನೆ ಬಗ್ಗೆ ದೂರು ನೀಡಿರುವುದಾಗಿ ತಿಳಿಸಿದ್ದಾರೆ. xyxy=(415,123,778,228)
column-divider xyxy=(406,294,407,1745)
article-body-continued: ವಿಜಯಪುರ,ಫೆ.8-ದೇವನಹಳ್ಳಿ ತಾಲ್ಲೂಕಿನಲ್ಲಿ 139 ದೇವಾಲಯಗಳ ಜೀರ್ಣೋದ್ಧಾರ ಹಾಗೂ ಅಭಿವೃದ್ಧಿಗಾಗಿ ಮುಜರಾಯಿ ಇಲಾಖೆಯಿಂದ 5 ಕೋಟಿ ರೂ. ಅನುದಾನ ಬಿಡುಗಡೆಯಾಗಿದ್ದು, ಈ ಪೈಕಿ ವಿಜಯಪುರ ಪಟ್ಟಣದ ವಿವಿಧ ದೇವಾಲಯಗಳಿಗೆ 19 ಲಕ್ಷ ರೂ.ಗಳನ್ನು ಮೀಸಲಿಡಲಾಗಿದೆ ಎಂದು ಕೆಪಿಸಿಸಿ ಕಾರ್ಯದರ್ಶಿ ವಿ. ಮುನಿರಾಜ್ ತಿಳಿಸಿದರು. ಸಚಿವ ಕೆ.ಹೆಚ್. ಮುನಿಯಪ್ಪನವರ ನಿರ್ದೇಶನದಂತೆ ದೇವಾಲಯಗಳಿಗೆ ಅನುದಾನ ನೀಡಲಾಗಿದೆ. ಶಾಂತಿ ಮತ್ತು ನೆಮ್ಮದಿಯ ಕೇಂದ್ರಗಳಾಗಿರುವ ದೇವಾಲಯಗಳ ಅಭಿವೃದ್ಧಿಗೆ ಸರ್ಕಾರ ಆದ್ಯತೆ ನೀಡಿದೆ. ಎಲ್ಲಾ ಕಾಮಗಾರಿಗಳನ್ನು ನಿರ್ಮಿತಿ ಕೇಂದ್ರದ ವತಿಯಿಂದ ನಡೆಸಲಾಗುತ್ತದೆ. ದೇವಾಲಯದ ಅಭಿವೃದ್ಧಿ ಸಮಿತಿಗಳು ಸಹಕಾರ ನೀಡಬೇಕು ಎಂದು ಮನವಿ ಮಾಡಿದರು. xyxy=(1368,1827,1530,2166)
masthead-right: ವಾಣಿ xyxy=(721,8,781,46)
temple-group-photo xyxy=(230,1819,778,2132)
rule-left-1 xyxy=(38,410,398,411)
header-contact: ಬೆಂಗಳೂರು | ಜಾಹೀರಾತಿಗಾಗಿ ಸಂಪರ್ಕಿಸಿ - 94498 71825 xyxy=(1255,15,1530,30)
headline: ಶಿರಡಿ ಸಾಯಿಬಾಬಾ ದೇವಾಲಯದ ವಾರ್ಷಿಕೋತ್ಸವ xyxy=(38,1756,725,1804)
light-grey-dot xyxy=(1503,2322,1521,2339)
article-kamagari xyxy=(799,755,1530,1248)
article-body-continued: ಕನಕಪುರ,ಫೆ.8-ತಾಲೂಕಿನ ಶಾಲಾ ಮಕ್ಕಳಿಗಾಗಿ ವಿರ್ಜಿ ಡಿಜಿಟಲ್ ಸ್ಥಳದಲ್ಲಿ ಚಿತ್ರ ಬಿಡಿಸುವ ಸ್ಪರ್ಧೆಯಲ್ಲಿ 18000 ಮಕ್ಕಳು ಭಾಗವಹಿಸಿ ತಮ್ಮ ಪ್ರತಿಭೆಯನ್ನು ಪ್ರದರ್ಶಿಸಿದ್ದಾರೆ ಎಂದು ಬಿಎಂಆರ್ ಅಧ್ಯಕ್ಷ ಡಿ.ಕೆ. ಸುರೇಶ್ ತಿಳಿಸಿದ್ದಾರೆ. ಕನಕೋತ್ಸವದ ಅಂಗವಾಗಿ 7ನೇ ಭಾರಿಗೆ ತಾಲೂಕಿನ ಎಲ್ಲಾ ವಿದ್ಯಾರ್ಥಿಗಳಿಗೆ ಸ್ಥಳದಲ್ಲೇ ಚಿತ್ರ ಬಿಡಿಸುವ ಸ್ಪರ್ಧೆಗೆ ಚಾಲನೆ ನೀಡಿ ಮಾತನಾಡಿದರು. ಗಮನವನ್ನು ಸೆಳೆದರು. ಕೆಲವರು ಟೀಕೆ ಮಾಡುತ್ತಾರೆ ಆದರೆ ನಾವು ಕಾರ್ಯಕ್ರಮವನ್ನು ಆಯೋಜಿಸಿ ನಮ್ಮ ಕೆಲಸವನ್ನು ಮಾಡುತ್ತಿದ್ದೇವೆ. ಮೊದಲು ಕನಕಪುರಕ್ಕೆ ಅಷ್ಟೇ ಸೀಮಿತವಾಗಿದ್ದ ಕಾರ್ಯಕ್ರಮವನ್ನು ಡಿ.ಕೆ. ಶಿವಕುಮಾರ್ ಅವರ ಸಲಹೆ ಮೇರೆಗೆ ವಿಸ್ತರಿಸಲಾಗಿದೆ. 11 ನೇ ಪಾಣಿಗೆ ಪೂರ್ಣಗೊಳ್ಳಲಿದ್ದು, ಮಧ್ಯಾಹ್ನ 4 ಗಂಟೆಯಿಂದ ರಾತ್ರಿ 11 ಗಂಟೆಯವರೆಗೆ ಮನರಂಜನಾ ಕಾರ್ಯಕ್ರಮಗಳು ನಡೆಯಲಿವೆ ಎಂದರು. xyxy=(1368,133,1530,507)
